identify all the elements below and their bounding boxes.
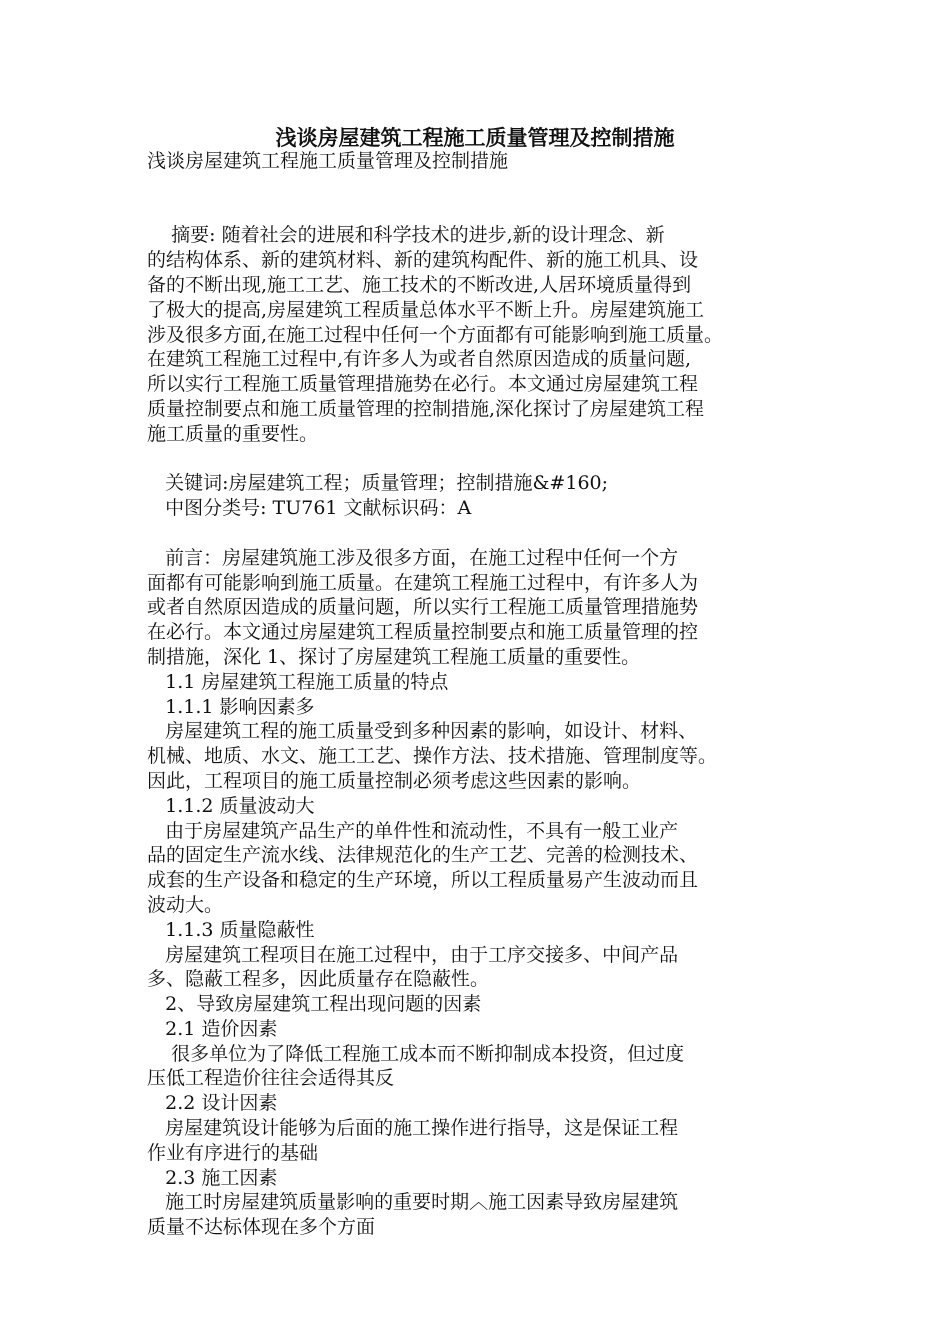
abstract-line: 的结构体系、新的建筑材料、新的建筑构配件、新的施工机具、设 <box>147 249 699 272</box>
content-line: 品的固定生产流水线、法律规范化的生产工艺、完善的检测技术、 <box>147 844 699 867</box>
abstract-line: 摘要: 随着社会的进展和科学技术的进步,新的设计理念、新 <box>147 224 665 247</box>
spacer <box>147 447 847 472</box>
content-line: 在必行。本文通过房屋建筑工程质量控制要点和施工质量管理的控 <box>147 621 699 644</box>
spacer <box>147 174 847 199</box>
content-line: 质量不达标体现在多个方面 <box>147 1216 376 1239</box>
spacer <box>147 521 847 546</box>
content-line: 机械、地质、水文、施工工艺、操作方法、技术措施、管理制度等。 <box>147 745 718 768</box>
main-content <box>147 546 847 1240</box>
content-line: 作业有序进行的基础 <box>147 1141 319 1164</box>
section-heading: 2.2 设计因素 <box>147 1092 278 1115</box>
content-line: 房屋建筑工程的施工质量受到多种因素的影响，如设计、材料、 <box>147 720 698 743</box>
content-line: 前言：房屋建筑施工涉及很多方面，在施工过程中任何一个方 <box>147 546 679 569</box>
content-line: 多、隐蔽工程多，因此质量存在隐蔽性。 <box>147 968 490 991</box>
spacer <box>147 199 847 224</box>
section-heading: 1.1.1 影响因素多 <box>147 695 315 718</box>
document-body <box>147 149 847 1240</box>
content-line: 因此，工程项目的施工质量控制必须考虑这些因素的影响。 <box>147 769 642 792</box>
abstract-line: 了极大的提高,房屋建筑工程质量总体水平不断上升。房屋建筑施工 <box>147 298 705 321</box>
classification-line: 中图分类号: TU761 文献标识码：A <box>147 497 472 520</box>
keywords-block <box>147 471 847 521</box>
section-heading: 2、导致房屋建筑工程出现问题的因素 <box>147 993 482 1016</box>
content-line: 成套的生产设备和稳定的生产环境，所以工程质量易产生波动而且 <box>147 869 699 892</box>
section-heading: 2.3 施工因素 <box>147 1166 278 1189</box>
abstract-line: 所以实行工程施工质量管理措施势在必行。本文通过房屋建筑工程 <box>147 373 699 396</box>
subtitle: 浅谈房屋建筑工程施工质量管理及控制措施 <box>147 150 509 172</box>
section-heading: 2.1 造价因素 <box>147 1017 278 1040</box>
page-title: 浅谈房屋建筑工程施工质量管理及控制措施 <box>275 126 675 150</box>
content-line: 制措施，深化 1、探讨了房屋建筑工程施工质量的重要性。 <box>147 645 641 668</box>
content-line: 房屋建筑设计能够为后面的施工操作进行指导，这是保证工程 <box>147 1117 679 1140</box>
section-heading: 1.1.3 质量隐蔽性 <box>147 918 315 941</box>
section-heading: 1.1 房屋建筑工程施工质量的特点 <box>147 670 449 693</box>
content-line: 或者自然原因造成的质量问题，所以实行工程施工质量管理措施势 <box>147 596 699 619</box>
abstract-line: 涉及很多方面,在施工过程中任何一个方面都有可能影响到施工质量。 <box>147 323 724 346</box>
abstract-line: 施工质量的重要性。 <box>147 422 319 445</box>
abstract-line: 质量控制要点和施工质量管理的控制措施,深化探讨了房屋建筑工程 <box>147 397 705 420</box>
content-line: 压低工程造价往往会适得其反 <box>147 1067 395 1090</box>
abstract-line: 备的不断出现,施工工艺、施工技术的不断改进,人居环境质量得到 <box>147 273 692 296</box>
content-line: 房屋建筑工程项目在施工过程中，由于工序交接多、中间产品 <box>147 943 679 966</box>
content-line: 由于房屋建筑产品生产的单件性和流动性，不具有一般工业产 <box>147 819 679 842</box>
keywords-line: 关键词:房屋建筑工程；质量管理；控制措施&#160; <box>147 472 609 495</box>
content-line: 波动大。 <box>147 893 224 916</box>
section-heading: 1.1.2 质量波动大 <box>147 794 315 817</box>
content-line: 面都有可能影响到施工质量。在建筑工程施工过程中，有许多人为 <box>147 571 699 594</box>
content-line: 很多单位为了降低工程施工成本而不断抑制成本投资，但过度 <box>147 1042 685 1065</box>
content-line: 施工时房屋建筑质量影响的重要时期︿施工因素导致房屋建筑 <box>147 1191 679 1214</box>
abstract-paragraph <box>147 223 847 446</box>
abstract-line: 在建筑工程施工过程中,有许多人为或者自然原因造成的质量问题, <box>147 348 692 371</box>
